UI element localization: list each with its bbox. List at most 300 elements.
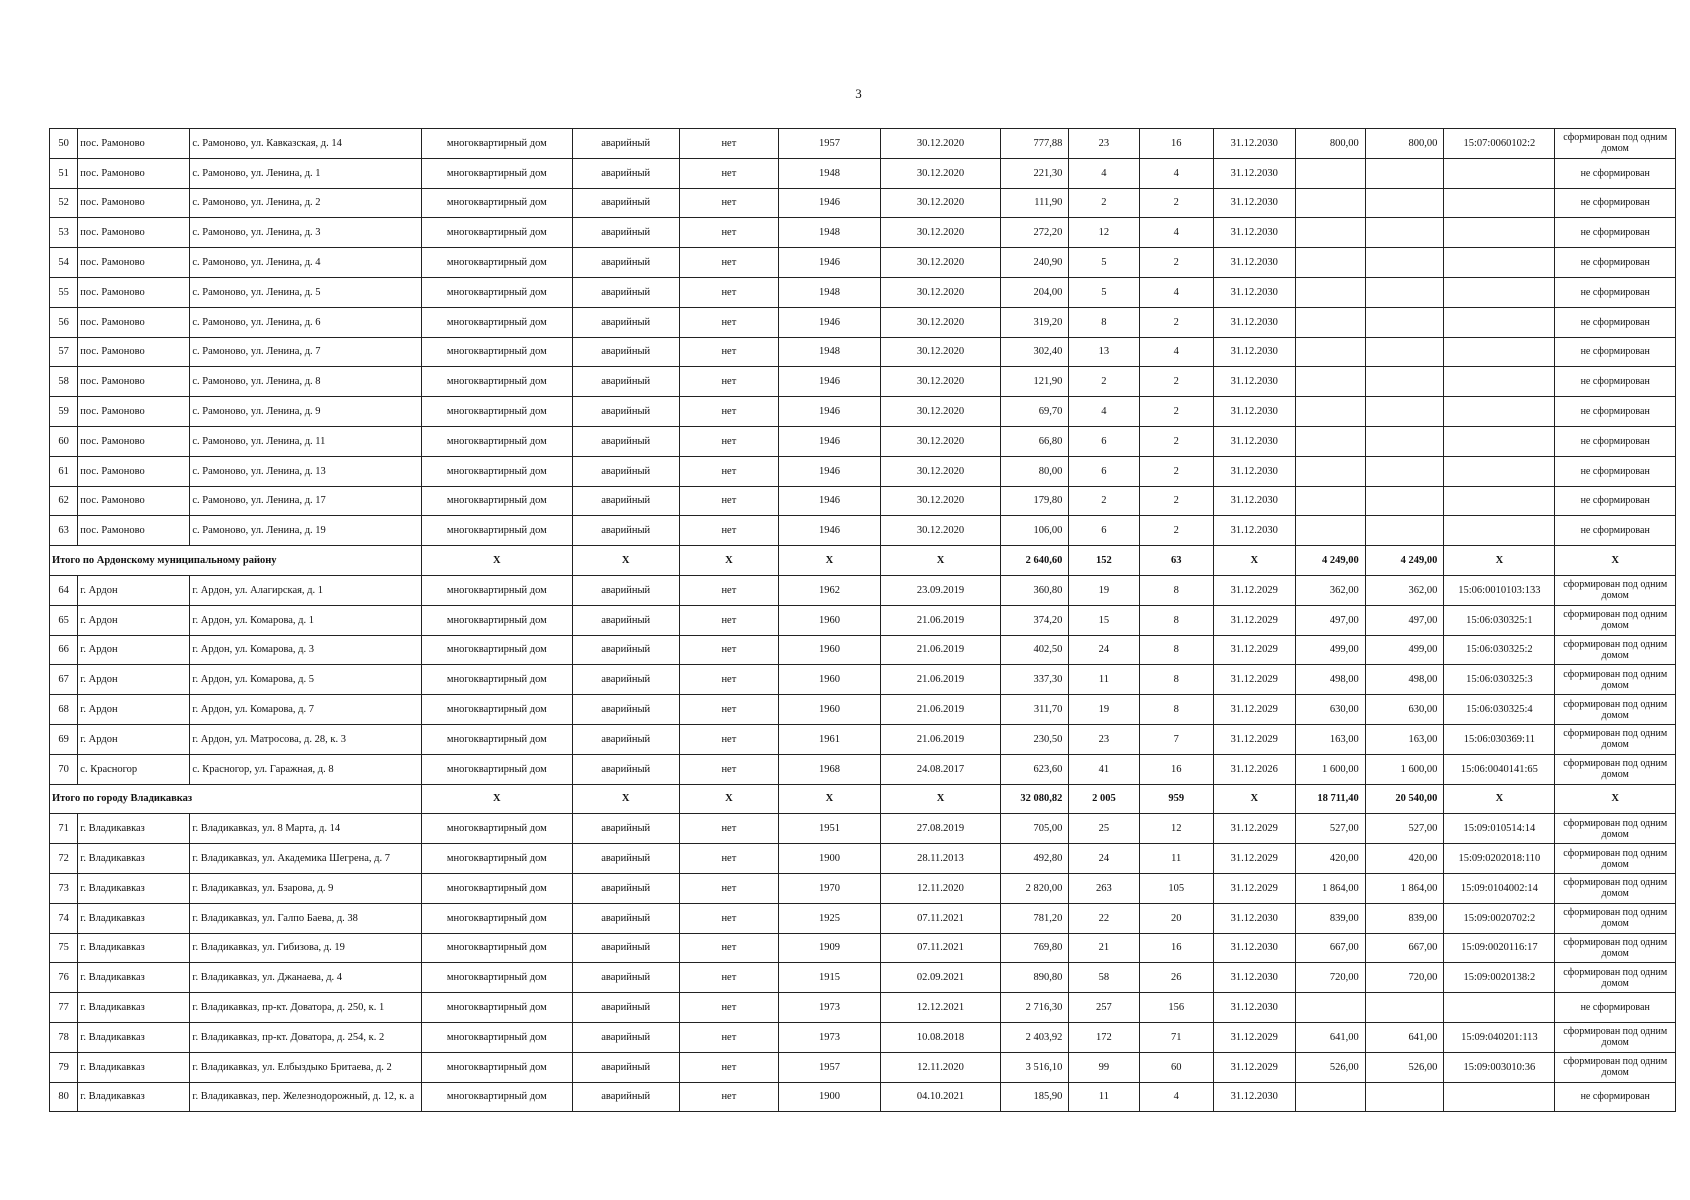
date-cell: 30.12.2020 <box>880 307 1000 337</box>
address-cell: с. Рамоново, ул. Ленина, д. 8 <box>190 367 422 397</box>
date-cell: 30.12.2020 <box>880 188 1000 218</box>
status-cell: не сформирован <box>1555 426 1676 456</box>
people-cell: 257 <box>1069 993 1139 1023</box>
deadline-cell: 31.12.2030 <box>1213 963 1295 993</box>
cadastre-cell: 15:06:030325:4 <box>1444 695 1555 725</box>
condition-cell: аварийный <box>572 1022 679 1052</box>
area-cell: 179,80 <box>1001 486 1069 516</box>
deadline-cell: 31.12.2030 <box>1213 516 1295 546</box>
deadline-cell: 31.12.2029 <box>1213 635 1295 665</box>
house-type-cell: многоквартирный дом <box>421 337 572 367</box>
flats-cell: 2 <box>1139 397 1213 427</box>
settlement-cell: г. Владикавказ <box>78 873 190 903</box>
row-number: 62 <box>50 486 78 516</box>
area-cell: 111,90 <box>1001 188 1069 218</box>
row-number: 79 <box>50 1052 78 1082</box>
flats-cell: 8 <box>1139 605 1213 635</box>
table-row <box>50 158 1676 188</box>
area-cell: 2 640,60 <box>1001 546 1069 576</box>
house-type-cell: многоквартирный дом <box>421 605 572 635</box>
area-cell: 374,20 <box>1001 605 1069 635</box>
status-cell: X <box>1555 546 1676 576</box>
value1-cell <box>1295 337 1365 367</box>
area-cell: 204,00 <box>1001 277 1069 307</box>
settlement-cell: г. Владикавказ <box>78 1082 190 1112</box>
row-number: 56 <box>50 307 78 337</box>
table-row <box>50 933 1676 963</box>
date-cell: 21.06.2019 <box>880 605 1000 635</box>
flats-cell: 8 <box>1139 695 1213 725</box>
value2-cell: 630,00 <box>1365 695 1444 725</box>
flag-cell: нет <box>679 367 779 397</box>
flag-cell: X <box>679 546 779 576</box>
cadastre-cell <box>1444 277 1555 307</box>
value2-cell: 499,00 <box>1365 635 1444 665</box>
year-cell: 1951 <box>779 814 881 844</box>
settlement-cell: пос. Рамоново <box>78 337 190 367</box>
settlement-cell: г. Владикавказ <box>78 814 190 844</box>
value1-cell: 18 711,40 <box>1295 784 1365 814</box>
flats-cell: 16 <box>1139 933 1213 963</box>
value2-cell <box>1365 1082 1444 1112</box>
address-cell: г. Владикавказ, ул. Академика Шегрена, д. 7 <box>190 844 422 874</box>
deadline-cell: X <box>1213 546 1295 576</box>
value1-cell: 420,00 <box>1295 844 1365 874</box>
settlement-cell: г. Владикавказ <box>78 1052 190 1082</box>
house-type-cell: многоквартирный дом <box>421 873 572 903</box>
condition-cell: аварийный <box>572 993 679 1023</box>
people-cell: 99 <box>1069 1052 1139 1082</box>
value2-cell: 1 600,00 <box>1365 754 1444 784</box>
cadastre-cell: 15:06:0010103:133 <box>1444 575 1555 605</box>
address-cell: с. Рамоново, ул. Ленина, д. 13 <box>190 456 422 486</box>
date-cell: 30.12.2020 <box>880 277 1000 307</box>
house-type-cell: многоквартирный дом <box>421 129 572 159</box>
date-cell: 28.11.2013 <box>880 844 1000 874</box>
flats-cell: 2 <box>1139 426 1213 456</box>
settlement-cell: г. Ардон <box>78 665 190 695</box>
value2-cell: 526,00 <box>1365 1052 1444 1082</box>
house-type-cell: многоквартирный дом <box>421 486 572 516</box>
date-cell: 21.06.2019 <box>880 724 1000 754</box>
value2-cell: 800,00 <box>1365 129 1444 159</box>
deadline-cell: 31.12.2029 <box>1213 873 1295 903</box>
value2-cell <box>1365 426 1444 456</box>
condition-cell: аварийный <box>572 873 679 903</box>
value1-cell <box>1295 993 1365 1023</box>
condition-cell: аварийный <box>572 635 679 665</box>
people-cell: 152 <box>1069 546 1139 576</box>
deadline-cell: 31.12.2030 <box>1213 397 1295 427</box>
year-cell: 1915 <box>779 963 881 993</box>
people-cell: 21 <box>1069 933 1139 963</box>
date-cell: 23.09.2019 <box>880 575 1000 605</box>
address-cell: с. Рамоново, ул. Ленина, д. 11 <box>190 426 422 456</box>
cadastre-cell: X <box>1444 784 1555 814</box>
flag-cell: нет <box>679 665 779 695</box>
cadastre-cell <box>1444 188 1555 218</box>
deadline-cell: 31.12.2030 <box>1213 307 1295 337</box>
row-number: 55 <box>50 277 78 307</box>
house-type-cell: многоквартирный дом <box>421 277 572 307</box>
house-type-cell: многоквартирный дом <box>421 158 572 188</box>
condition-cell: аварийный <box>572 814 679 844</box>
deadline-cell: 31.12.2029 <box>1213 695 1295 725</box>
table-row <box>50 337 1676 367</box>
table-row <box>50 218 1676 248</box>
house-type-cell: многоквартирный дом <box>421 1022 572 1052</box>
people-cell: 6 <box>1069 516 1139 546</box>
settlement-cell: пос. Рамоново <box>78 456 190 486</box>
settlement-cell: г. Владикавказ <box>78 963 190 993</box>
condition-cell: аварийный <box>572 695 679 725</box>
deadline-cell: 31.12.2030 <box>1213 367 1295 397</box>
deadline-cell: 31.12.2030 <box>1213 337 1295 367</box>
area-cell: 319,20 <box>1001 307 1069 337</box>
table-row <box>50 277 1676 307</box>
house-type-cell: многоквартирный дом <box>421 426 572 456</box>
flats-cell: 71 <box>1139 1022 1213 1052</box>
status-cell: сформирован под одним домом <box>1555 933 1676 963</box>
area-cell: 781,20 <box>1001 903 1069 933</box>
total-label: Итого по Ардонскому муниципальному району <box>50 546 422 576</box>
value1-cell <box>1295 367 1365 397</box>
settlement-cell: г. Владикавказ <box>78 844 190 874</box>
flag-cell: нет <box>679 456 779 486</box>
people-cell: 19 <box>1069 695 1139 725</box>
row-number: 74 <box>50 903 78 933</box>
value2-cell <box>1365 337 1444 367</box>
deadline-cell: 31.12.2029 <box>1213 814 1295 844</box>
year-cell: 1973 <box>779 1022 881 1052</box>
flag-cell: нет <box>679 635 779 665</box>
settlement-cell: пос. Рамоново <box>78 516 190 546</box>
settlement-cell: пос. Рамоново <box>78 426 190 456</box>
address-cell: г. Владикавказ, ул. Гибизова, д. 19 <box>190 933 422 963</box>
date-cell: 30.12.2020 <box>880 367 1000 397</box>
area-cell: 121,90 <box>1001 367 1069 397</box>
area-cell: 106,00 <box>1001 516 1069 546</box>
house-type-cell: X <box>421 546 572 576</box>
condition-cell: X <box>572 546 679 576</box>
flag-cell: нет <box>679 248 779 278</box>
value1-cell <box>1295 456 1365 486</box>
value2-cell: 20 540,00 <box>1365 784 1444 814</box>
year-cell: 1946 <box>779 188 881 218</box>
table-row <box>50 993 1676 1023</box>
table-row <box>50 516 1676 546</box>
area-cell: 769,80 <box>1001 933 1069 963</box>
flag-cell: нет <box>679 277 779 307</box>
address-cell: г. Ардон, ул. Комарова, д. 5 <box>190 665 422 695</box>
year-cell: 1948 <box>779 337 881 367</box>
value1-cell: 720,00 <box>1295 963 1365 993</box>
status-cell: сформирован под одним домом <box>1555 903 1676 933</box>
cadastre-cell <box>1444 248 1555 278</box>
value1-cell: 163,00 <box>1295 724 1365 754</box>
year-cell: 1946 <box>779 486 881 516</box>
value1-cell <box>1295 277 1365 307</box>
table-row <box>50 456 1676 486</box>
address-cell: с. Рамоново, ул. Ленина, д. 9 <box>190 397 422 427</box>
condition-cell: аварийный <box>572 337 679 367</box>
row-number: 52 <box>50 188 78 218</box>
cadastre-cell: 15:09:0020702:2 <box>1444 903 1555 933</box>
people-cell: 19 <box>1069 575 1139 605</box>
value1-cell <box>1295 248 1365 278</box>
year-cell: 1948 <box>779 218 881 248</box>
address-cell: г. Ардон, ул. Комарова, д. 1 <box>190 605 422 635</box>
cadastre-cell <box>1444 337 1555 367</box>
area-cell: 66,80 <box>1001 426 1069 456</box>
condition-cell: аварийный <box>572 665 679 695</box>
area-cell: 360,80 <box>1001 575 1069 605</box>
cadastre-cell: 15:09:0202018:110 <box>1444 844 1555 874</box>
status-cell: сформирован под одним домом <box>1555 605 1676 635</box>
status-cell: не сформирован <box>1555 277 1676 307</box>
condition-cell: аварийный <box>572 129 679 159</box>
house-type-cell: многоквартирный дом <box>421 903 572 933</box>
condition-cell: аварийный <box>572 933 679 963</box>
flag-cell: нет <box>679 486 779 516</box>
flats-cell: 12 <box>1139 814 1213 844</box>
year-cell: 1960 <box>779 695 881 725</box>
condition-cell: аварийный <box>572 575 679 605</box>
settlement-cell: пос. Рамоново <box>78 367 190 397</box>
address-cell: г. Владикавказ, ул. Галпо Баева, д. 38 <box>190 903 422 933</box>
flats-cell: 8 <box>1139 635 1213 665</box>
table-row <box>50 307 1676 337</box>
deadline-cell: 31.12.2030 <box>1213 188 1295 218</box>
house-type-cell: X <box>421 784 572 814</box>
address-cell: г. Ардон, ул. Комарова, д. 7 <box>190 695 422 725</box>
row-number: 50 <box>50 129 78 159</box>
table-row <box>50 248 1676 278</box>
year-cell: 1957 <box>779 1052 881 1082</box>
registry-body <box>50 129 1676 1112</box>
status-cell: сформирован под одним домом <box>1555 129 1676 159</box>
flag-cell: нет <box>679 873 779 903</box>
deadline-cell: 31.12.2030 <box>1213 1082 1295 1112</box>
people-cell: 263 <box>1069 873 1139 903</box>
value2-cell: 497,00 <box>1365 605 1444 635</box>
cadastre-cell: 15:06:030369:11 <box>1444 724 1555 754</box>
flats-cell: 105 <box>1139 873 1213 903</box>
year-cell: 1946 <box>779 307 881 337</box>
address-cell: с. Рамоново, ул. Ленина, д. 19 <box>190 516 422 546</box>
area-cell: 2 403,92 <box>1001 1022 1069 1052</box>
cadastre-cell <box>1444 367 1555 397</box>
people-cell: 6 <box>1069 456 1139 486</box>
area-cell: 337,30 <box>1001 665 1069 695</box>
flag-cell: нет <box>679 1022 779 1052</box>
row-number: 73 <box>50 873 78 903</box>
table-row <box>50 695 1676 725</box>
deadline-cell: 31.12.2030 <box>1213 218 1295 248</box>
house-type-cell: многоквартирный дом <box>421 665 572 695</box>
flats-cell: 2 <box>1139 456 1213 486</box>
flag-cell: нет <box>679 337 779 367</box>
condition-cell: аварийный <box>572 844 679 874</box>
condition-cell: аварийный <box>572 605 679 635</box>
settlement-cell: с. Красногор <box>78 754 190 784</box>
value1-cell: 800,00 <box>1295 129 1365 159</box>
date-cell: 02.09.2021 <box>880 963 1000 993</box>
flag-cell: нет <box>679 307 779 337</box>
address-cell: г. Владикавказ, пер. Железнодорожный, д. 12, к. а <box>190 1082 422 1112</box>
cadastre-cell: 15:09:010514:14 <box>1444 814 1555 844</box>
value1-cell <box>1295 158 1365 188</box>
flats-cell: 7 <box>1139 724 1213 754</box>
area-cell: 705,00 <box>1001 814 1069 844</box>
table-row <box>50 426 1676 456</box>
date-cell: 30.12.2020 <box>880 337 1000 367</box>
cadastre-cell <box>1444 218 1555 248</box>
value1-cell: 497,00 <box>1295 605 1365 635</box>
row-number: 66 <box>50 635 78 665</box>
area-cell: 185,90 <box>1001 1082 1069 1112</box>
value2-cell <box>1365 277 1444 307</box>
value2-cell <box>1365 307 1444 337</box>
condition-cell: аварийный <box>572 1082 679 1112</box>
people-cell: 25 <box>1069 814 1139 844</box>
cadastre-cell <box>1444 158 1555 188</box>
people-cell: 5 <box>1069 248 1139 278</box>
status-cell: сформирован под одним домом <box>1555 963 1676 993</box>
flag-cell: X <box>679 784 779 814</box>
year-cell: 1961 <box>779 724 881 754</box>
date-cell: 30.12.2020 <box>880 456 1000 486</box>
table-row <box>50 1082 1676 1112</box>
table-row <box>50 873 1676 903</box>
row-number: 76 <box>50 963 78 993</box>
flag-cell: нет <box>679 158 779 188</box>
area-cell: 230,50 <box>1001 724 1069 754</box>
year-cell: 1946 <box>779 367 881 397</box>
flats-cell: 4 <box>1139 158 1213 188</box>
status-cell: X <box>1555 784 1676 814</box>
table-row <box>50 367 1676 397</box>
table-row <box>50 605 1676 635</box>
settlement-cell: г. Владикавказ <box>78 903 190 933</box>
flats-cell: 2 <box>1139 307 1213 337</box>
deadline-cell: 31.12.2030 <box>1213 933 1295 963</box>
house-type-cell: многоквартирный дом <box>421 367 572 397</box>
address-cell: г. Ардон, ул. Комарова, д. 3 <box>190 635 422 665</box>
row-number: 78 <box>50 1022 78 1052</box>
value1-cell: 630,00 <box>1295 695 1365 725</box>
row-number: 77 <box>50 993 78 1023</box>
flats-cell: 26 <box>1139 963 1213 993</box>
flag-cell: нет <box>679 605 779 635</box>
flats-cell: 60 <box>1139 1052 1213 1082</box>
value1-cell: 527,00 <box>1295 814 1365 844</box>
deadline-cell: 31.12.2030 <box>1213 903 1295 933</box>
people-cell: 2 <box>1069 367 1139 397</box>
table-row <box>50 844 1676 874</box>
deadline-cell: 31.12.2029 <box>1213 844 1295 874</box>
settlement-cell: г. Ардон <box>78 575 190 605</box>
cadastre-cell <box>1444 397 1555 427</box>
people-cell: 12 <box>1069 218 1139 248</box>
deadline-cell: 31.12.2030 <box>1213 248 1295 278</box>
date-cell: 12.11.2020 <box>880 1052 1000 1082</box>
people-cell: 2 <box>1069 486 1139 516</box>
flats-cell: 2 <box>1139 248 1213 278</box>
people-cell: 11 <box>1069 665 1139 695</box>
housing-registry-table <box>49 128 1676 1112</box>
area-cell: 80,00 <box>1001 456 1069 486</box>
value2-cell: 1 864,00 <box>1365 873 1444 903</box>
row-number: 54 <box>50 248 78 278</box>
cadastre-cell: 15:06:0040141:65 <box>1444 754 1555 784</box>
value1-cell: 499,00 <box>1295 635 1365 665</box>
status-cell: сформирован под одним домом <box>1555 754 1676 784</box>
value1-cell: 526,00 <box>1295 1052 1365 1082</box>
status-cell: не сформирован <box>1555 337 1676 367</box>
value1-cell: 1 600,00 <box>1295 754 1365 784</box>
status-cell: не сформирован <box>1555 486 1676 516</box>
table-row <box>50 397 1676 427</box>
date-cell: 24.08.2017 <box>880 754 1000 784</box>
table-row <box>50 963 1676 993</box>
deadline-cell: 31.12.2029 <box>1213 605 1295 635</box>
condition-cell: аварийный <box>572 456 679 486</box>
house-type-cell: многоквартирный дом <box>421 754 572 784</box>
flats-cell: 20 <box>1139 903 1213 933</box>
table-row <box>50 188 1676 218</box>
status-cell: не сформирован <box>1555 248 1676 278</box>
year-cell: 1948 <box>779 158 881 188</box>
address-cell: с. Рамоново, ул. Кавказская, д. 14 <box>190 129 422 159</box>
total-label: Итого по городу Владикавказ <box>50 784 422 814</box>
area-cell: 311,70 <box>1001 695 1069 725</box>
date-cell: 30.12.2020 <box>880 397 1000 427</box>
flag-cell: нет <box>679 188 779 218</box>
flag-cell: нет <box>679 903 779 933</box>
deadline-cell: 31.12.2030 <box>1213 129 1295 159</box>
flats-cell: 16 <box>1139 129 1213 159</box>
condition-cell: аварийный <box>572 367 679 397</box>
total-row <box>50 784 1676 814</box>
date-cell: X <box>880 784 1000 814</box>
value1-cell: 1 864,00 <box>1295 873 1365 903</box>
flats-cell: 959 <box>1139 784 1213 814</box>
area-cell: 240,90 <box>1001 248 1069 278</box>
value2-cell: 362,00 <box>1365 575 1444 605</box>
area-cell: 402,50 <box>1001 635 1069 665</box>
table-row <box>50 814 1676 844</box>
year-cell: 1948 <box>779 277 881 307</box>
flats-cell: 4 <box>1139 337 1213 367</box>
deadline-cell: 31.12.2029 <box>1213 665 1295 695</box>
row-number: 80 <box>50 1082 78 1112</box>
people-cell: 58 <box>1069 963 1139 993</box>
area-cell: 221,30 <box>1001 158 1069 188</box>
status-cell: не сформирован <box>1555 397 1676 427</box>
cadastre-cell <box>1444 486 1555 516</box>
cadastre-cell: 15:06:030325:2 <box>1444 635 1555 665</box>
cadastre-cell <box>1444 1082 1555 1112</box>
area-cell: 2 820,00 <box>1001 873 1069 903</box>
cadastre-cell: 15:09:003010:36 <box>1444 1052 1555 1082</box>
cadastre-cell <box>1444 426 1555 456</box>
address-cell: с. Рамоново, ул. Ленина, д. 7 <box>190 337 422 367</box>
table-row <box>50 575 1676 605</box>
value2-cell <box>1365 397 1444 427</box>
house-type-cell: многоквартирный дом <box>421 456 572 486</box>
date-cell: 10.08.2018 <box>880 1022 1000 1052</box>
